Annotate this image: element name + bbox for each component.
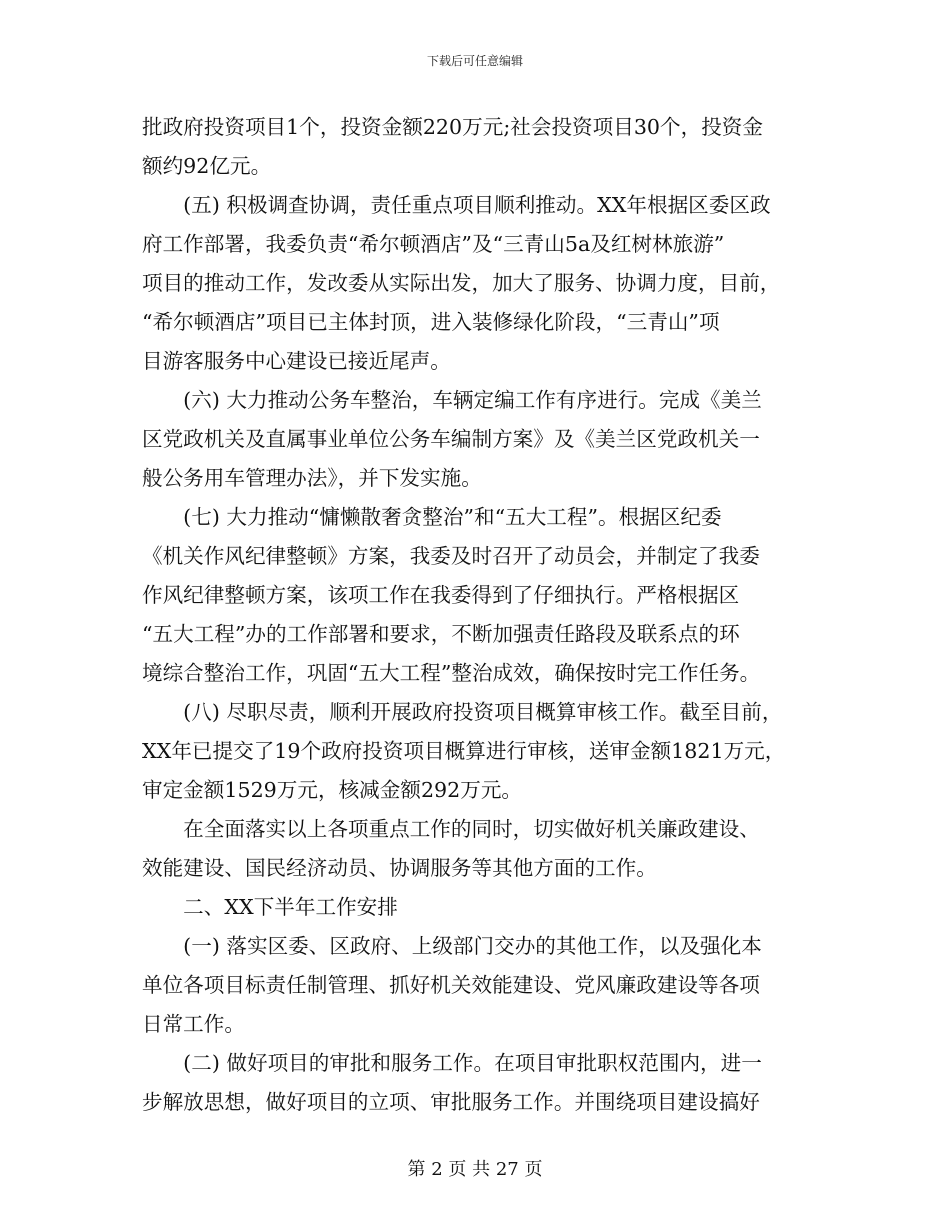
body-line: 在全面落实以上各项重点工作的同时，切实做好机关廉政建设、 [142,817,760,841]
body-line: “希尔顿酒店”项目已主体封顶，进入装修绿化阶段，“三青山”项 [142,310,720,334]
document-body [142,108,814,1122]
body-line: (五) 积极调查协调，责任重点项目顺利推动。XX年根据区委区政 [142,193,771,217]
body-line: 府工作部署，我委负责“希尔顿酒店”及“三青山5a及红树林旅游” [142,232,725,256]
body-line: 作风纪律整顿方案，该项工作在我委得到了仔细执行。严格根据区 [142,583,740,607]
body-line: (二) 做好项目的审批和服务工作。在项目审批职权范围内，进一 [142,1051,762,1075]
body-line: 批政府投资项目1个，投资金额220万元;社会投资项目30个，投资金 [142,115,763,139]
body-line: (一) 落实区委、区政府、上级部门交办的其他工作，以及强化本 [142,934,762,958]
body-line: (六) 大力推动公务车整治，车辆定编工作有序进行。完成《美兰 [142,388,762,412]
body-line: 日常工作。 [142,1012,245,1036]
body-line: 单位各项目标责任制管理、抓好机关效能建设、党风廉政建设等各项 [142,973,760,997]
section-heading: 二、XX下半年工作安排 [142,895,398,919]
body-line: 效能建设、国民经济动员、协调服务等其他方面的工作。 [142,856,657,880]
body-line: 审定金额1529万元，核减金额292万元。 [142,778,523,802]
body-line: (八) 尽职尽责，顺利开展政府投资项目概算审核工作。截至目前， [142,700,783,724]
body-line: “五大工程”办的工作部署和要求，不断加强责任路段及联系点的环 [142,622,740,646]
body-line: 目游客服务中心建设已接近尾声。 [142,349,451,373]
page-footer: 第 2 页 共 27 页 [407,1159,543,1180]
body-line: XX年已提交了19个政府投资项目概算进行审核，送审金额1821万元， [142,739,786,763]
body-line: 区党政机关及直属事业单位公务车编制方案》及《美兰区党政机关一 [142,427,760,451]
body-line: (七) 大力推动“慵懒散奢贪整治”和“五大工程”。根据区纪委 [142,505,722,529]
page-header: 下载后可任意编辑 [426,54,523,68]
body-line: 额约92亿元。 [142,154,272,178]
body-line: 境综合整治工作，巩固“五大工程”整治成效，确保按时完工作任务。 [142,661,761,685]
body-line: 《机关作风纪律整顿》方案，我委及时召开了动员会，并制定了我委 [142,544,760,568]
body-line: 步解放思想，做好项目的立项、审批服务工作。并围绕项目建设搞好 [142,1090,760,1114]
body-line: 项目的推动工作，发改委从实际出发，加大了服务、协调力度，目前， [142,271,781,295]
body-line: 般公务用车管理办法》，并下发实施。 [142,466,482,490]
